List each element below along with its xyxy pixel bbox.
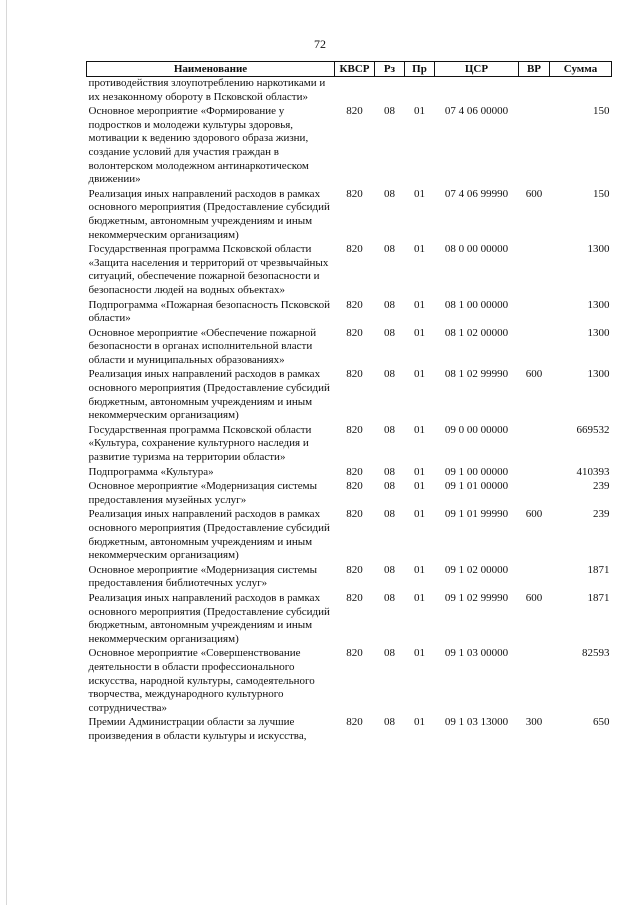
cell-pr: 01	[414, 105, 425, 118]
cell-kvsr: 820	[346, 298, 363, 311]
cell-csr: 07 4 06 99990	[444, 187, 509, 200]
cell-name: Основное мероприятие «Формирование у подростков и молодежи культуры здоровья, мотивации к ведению здорового образа жизни, создание условий для участия граждан в волонтерском молодежном антинаркотическом движении»	[88, 105, 309, 186]
cell-rz: 08	[384, 647, 395, 660]
cell-sum: 410393	[576, 465, 610, 478]
cell-name: Основное мероприятие «Совершенствование деятельности в области профессионального искусства, народной культуры, самодеятельного творчества, международного культурного сотрудничества»	[88, 647, 315, 714]
cell-csr: 08 1 00 00000	[444, 298, 509, 311]
table-row	[87, 466, 612, 481]
cell-sum: 150	[593, 187, 610, 200]
cell-kvsr: 820	[346, 326, 363, 339]
cell-rz: 08	[384, 423, 395, 436]
table-header-row	[87, 62, 612, 77]
cell-rz: 08	[384, 563, 395, 576]
cell-sum: 82593	[582, 647, 610, 660]
cell-vr	[519, 647, 550, 716]
cell-rz: 08	[384, 716, 395, 729]
cell-name: Государственная программа Псковской области «Защита населения и территорий от чрезвычайных ситуаций, обеспечение пожарной безопасности и безопасности людей на водных объектах»	[88, 243, 329, 296]
cell-pr: 01	[414, 326, 425, 339]
cell-rz	[375, 77, 405, 106]
cell-pr: 01	[414, 465, 425, 478]
cell-pr: 01	[414, 187, 425, 200]
cell-name: Государственная программа Псковской области «Культура, сохранение культурного наследия и развитие туризма на территории области»	[88, 423, 312, 464]
cell-name: противодействия злоупотреблению наркотиками и их незаконному обороту в Псковской области»	[88, 77, 326, 103]
cell-rz: 08	[384, 480, 395, 493]
cell-csr: 08 1 02 99990	[444, 368, 509, 381]
cell-csr: 09 1 01 99990	[444, 508, 509, 521]
table-row	[87, 592, 612, 647]
cell-vr: 600	[525, 368, 543, 381]
cell-kvsr: 820	[346, 187, 363, 200]
cell-rz: 08	[384, 508, 395, 521]
cell-csr	[435, 77, 519, 106]
cell-kvsr: 820	[346, 105, 363, 118]
cell-rz: 08	[384, 105, 395, 118]
cell-vr	[519, 77, 550, 106]
cell-rz: 08	[384, 298, 395, 311]
cell-csr: 09 1 03 13000	[444, 716, 509, 729]
column-header-rz: Рз	[375, 62, 405, 77]
table-row	[87, 564, 612, 592]
column-header-vr: ВР	[519, 62, 550, 77]
scan-edge	[6, 0, 7, 905]
cell-csr: 09 1 02 99990	[444, 591, 509, 604]
table-row	[87, 299, 612, 327]
cell-kvsr: 820	[346, 423, 363, 436]
cell-sum: 1300	[587, 243, 610, 256]
cell-rz: 08	[384, 243, 395, 256]
cell-name: Основное мероприятие «Модернизация системы предоставления библиотечных услуг»	[88, 563, 318, 590]
cell-csr: 08 0 00 00000	[444, 243, 509, 256]
table-row	[87, 243, 612, 298]
cell-name: Реализация иных направлений расходов в рамках основного мероприятия (Предоставление субсидий бюджетным, автономным учреждениям и иным некоммерческим организациям)	[88, 368, 330, 422]
cell-vr	[519, 564, 550, 592]
cell-kvsr: 820	[346, 563, 363, 576]
cell-sum: 150	[593, 105, 610, 118]
cell-rz: 08	[384, 465, 395, 478]
table-row	[87, 105, 612, 188]
page-number: 72	[314, 37, 326, 51]
table-row	[87, 480, 612, 508]
cell-vr	[519, 299, 550, 327]
cell-sum: 239	[593, 480, 610, 493]
cell-csr: 09 1 03 00000	[444, 647, 509, 660]
cell-csr: 07 4 06 00000	[444, 105, 509, 118]
cell-sum	[550, 77, 612, 106]
cell-vr	[519, 480, 550, 508]
cell-sum: 239	[593, 508, 610, 521]
cell-vr	[519, 105, 550, 188]
cell-name: Подпрограмма «Культура»	[88, 465, 214, 478]
column-header-name: Наименование	[87, 62, 335, 77]
cell-csr: 08 1 02 00000	[444, 326, 509, 339]
cell-pr	[405, 77, 435, 106]
cell-rz: 08	[384, 326, 395, 339]
cell-vr: 300	[525, 716, 543, 729]
table-row	[87, 188, 612, 243]
cell-pr: 01	[414, 591, 425, 604]
table-row	[87, 77, 612, 106]
cell-pr: 01	[414, 298, 425, 311]
cell-pr: 01	[414, 508, 425, 521]
cell-rz: 08	[384, 368, 395, 381]
cell-pr: 01	[414, 243, 425, 256]
column-header-csr: ЦСР	[435, 62, 519, 77]
cell-pr: 01	[414, 647, 425, 660]
cell-name: Подпрограмма «Пожарная безопасность Псковской области»	[88, 298, 331, 325]
column-header-sum: Сумма	[550, 62, 612, 77]
cell-sum: 669532	[576, 423, 610, 436]
cell-name: Реализация иных направлений расходов в рамках основного мероприятия (Предоставление субсидий бюджетным, автономным учреждениям и иным некоммерческим организациям)	[88, 591, 330, 645]
cell-kvsr: 820	[346, 368, 363, 381]
cell-kvsr: 820	[346, 480, 363, 493]
table-row	[87, 368, 612, 423]
cell-sum: 1871	[587, 591, 610, 604]
cell-name: Основное мероприятие «Модернизация системы предоставления музейных услуг»	[88, 480, 318, 506]
cell-sum: 1871	[587, 563, 610, 576]
cell-csr: 09 1 02 00000	[444, 563, 509, 576]
cell-pr: 01	[414, 480, 425, 493]
table-row	[87, 508, 612, 563]
cell-vr	[519, 466, 550, 481]
cell-vr: 600	[525, 508, 543, 521]
cell-csr: 09 0 00 00000	[444, 423, 509, 436]
cell-rz: 08	[384, 187, 395, 200]
table-row	[87, 424, 612, 466]
cell-pr: 01	[414, 368, 425, 381]
cell-kvsr: 820	[346, 465, 363, 478]
cell-pr: 01	[414, 423, 425, 436]
cell-kvsr: 820	[346, 716, 363, 729]
cell-kvsr: 820	[346, 591, 363, 604]
cell-pr: 01	[414, 716, 425, 729]
cell-sum: 1300	[587, 326, 610, 339]
cell-sum: 1300	[587, 298, 610, 311]
column-header-pr: Пр	[405, 62, 435, 77]
cell-kvsr: 820	[346, 508, 363, 521]
table-row	[87, 327, 612, 369]
cell-name: Премии Администрации области за лучшие произведения в области культуры и искусства,	[88, 716, 307, 742]
cell-vr: 600	[525, 591, 543, 604]
cell-name: Реализация иных направлений расходов в рамках основного мероприятия (Предоставление субсидий бюджетным, автономным учреждениям и иным некоммерческим организациям)	[88, 187, 330, 241]
table-row	[87, 647, 612, 716]
cell-csr: 09 1 01 00000	[444, 480, 509, 493]
table-row	[87, 716, 612, 744]
budget-table	[86, 61, 612, 745]
cell-name: Реализация иных направлений расходов в рамках основного мероприятия (Предоставление субсидий бюджетным, автономным учреждениям и иным некоммерческим организациям)	[88, 508, 330, 562]
cell-sum: 650	[593, 716, 610, 729]
cell-csr: 09 1 00 00000	[444, 465, 509, 478]
cell-sum: 1300	[587, 368, 610, 381]
cell-kvsr	[335, 77, 375, 106]
cell-kvsr: 820	[346, 243, 363, 256]
cell-kvsr: 820	[346, 647, 363, 660]
cell-vr: 600	[525, 187, 543, 200]
cell-pr: 01	[414, 563, 425, 576]
cell-vr	[519, 424, 550, 466]
cell-name: Основное мероприятие «Обеспечение пожарной безопасности в органах исполнительной власти области и муниципальных образованиях»	[88, 326, 317, 366]
cell-rz: 08	[384, 591, 395, 604]
cell-vr	[519, 243, 550, 298]
column-header-kvsr: КВСР	[335, 62, 375, 77]
cell-vr	[519, 327, 550, 369]
